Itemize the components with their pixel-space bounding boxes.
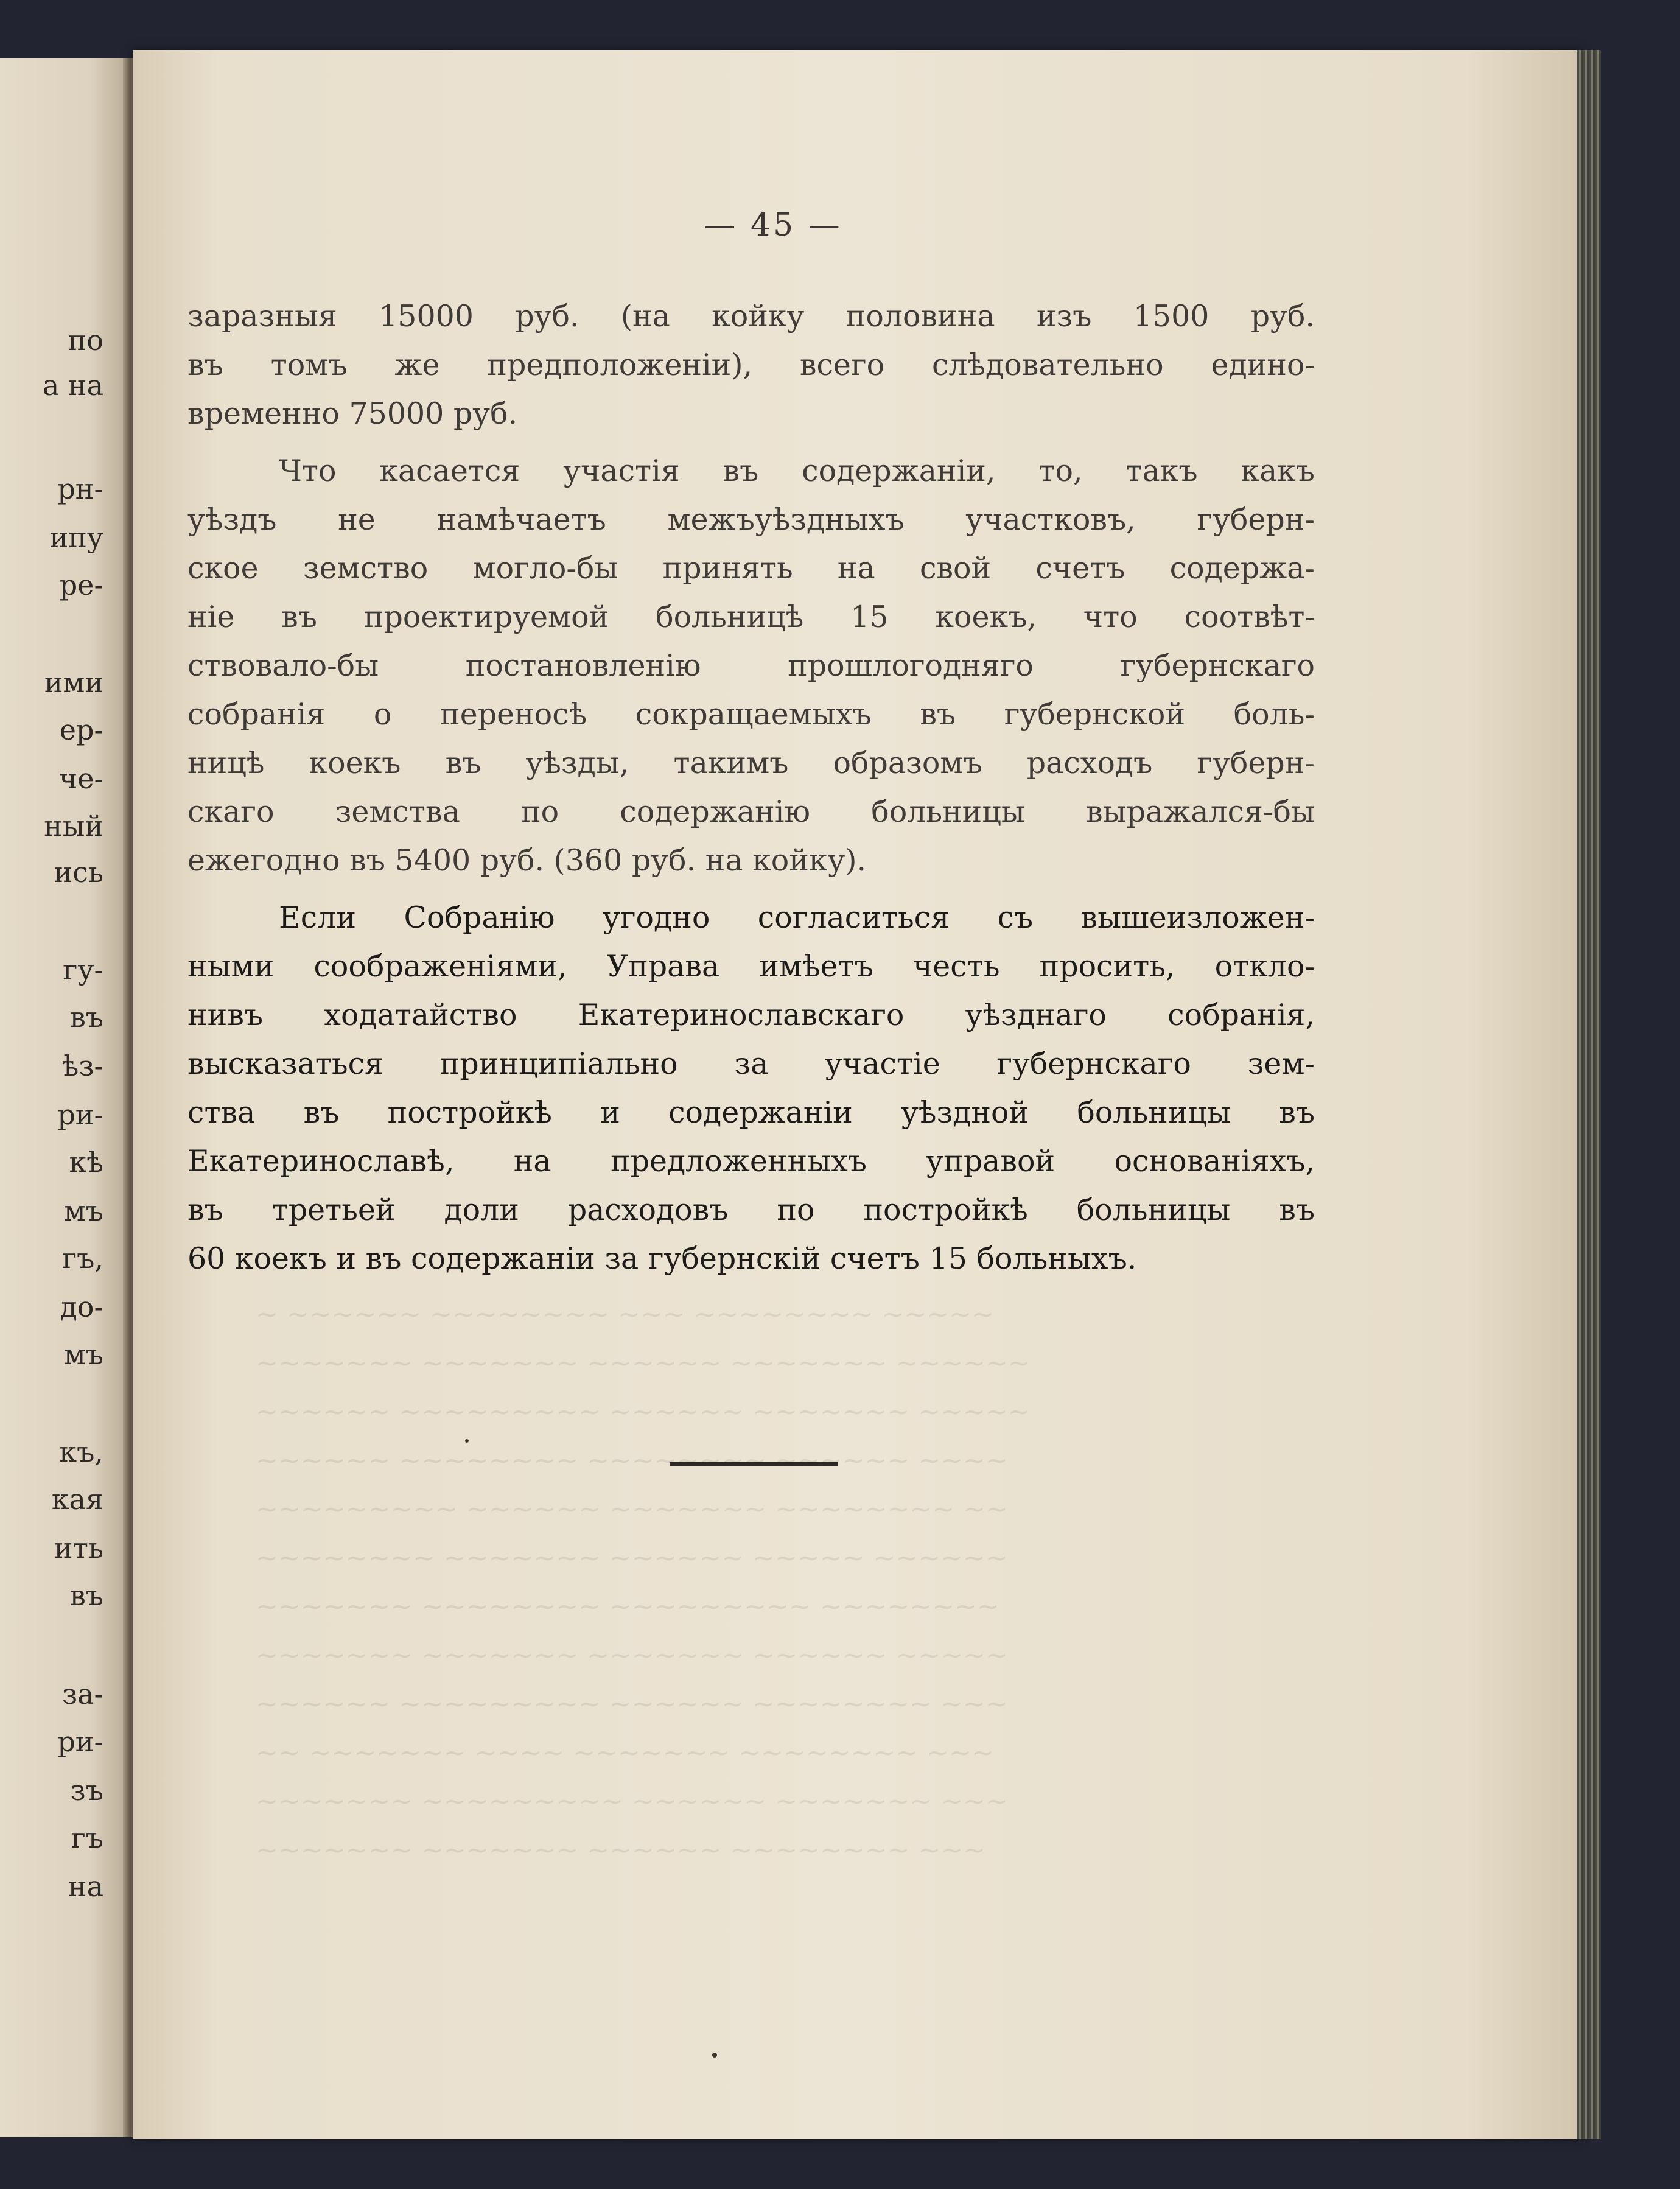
text-line: скаго земства по содержанію больницы выражался-бы xyxy=(187,794,1315,829)
left-page-fragment: мъ xyxy=(63,1338,103,1371)
text-line: ствовало-бы постановленію прошлогодняго губернскаго xyxy=(187,648,1315,683)
main-text-block xyxy=(187,292,1315,1283)
text-line: нивъ ходатайство Екатеринославскаго уѣзднаго собранія, xyxy=(187,998,1315,1032)
left-page-fragment: ер- xyxy=(59,713,103,746)
left-page-fragment: гъ, xyxy=(62,1242,103,1275)
text-line: въ третьей доли расходовъ по постройкѣ больницы въ xyxy=(187,1193,1315,1227)
left-page-fragment: кая xyxy=(51,1483,103,1516)
left-page-fragment: ри- xyxy=(57,1098,103,1131)
text-line: высказаться принципіально за участіе губернскаго зем- xyxy=(187,1046,1315,1081)
page-number: — 45 — xyxy=(704,207,842,243)
text-line: ства въ постройкѣ и содержаніи уѣздной больницы въ xyxy=(187,1095,1315,1130)
left-page-fragment: ѣз- xyxy=(61,1049,103,1082)
left-page-fragment: рн- xyxy=(57,472,103,505)
ink-speck xyxy=(465,1439,469,1443)
left-page-fragment: гъ xyxy=(71,1821,103,1854)
left-page-fragment: по xyxy=(68,324,103,357)
left-page-fragment: че- xyxy=(58,762,103,795)
text-line: Екатеринославѣ, на предложенныхъ управой основаніяхъ, xyxy=(187,1144,1315,1179)
left-page-fragment: за- xyxy=(61,1678,103,1711)
text-line: 60 коекъ и въ содержаніи за губернскій счетъ 15 больныхъ. xyxy=(187,1241,1137,1276)
left-page-fragment: до- xyxy=(60,1291,103,1323)
left-page-fragment: къ, xyxy=(59,1435,103,1468)
section-divider xyxy=(670,1462,838,1466)
left-page-fragment: на xyxy=(68,1870,103,1903)
left-page-fragment: ипу xyxy=(49,521,103,554)
text-line: ское земство могло-бы принять на свой счетъ содержа- xyxy=(187,551,1315,586)
text-line: ежегодно въ 5400 руб. (360 руб. на койку). xyxy=(187,843,867,878)
left-page-fragment: ре- xyxy=(59,569,103,601)
left-page-fragment: кѣ xyxy=(69,1146,103,1179)
left-page-fragment: ими xyxy=(44,666,103,699)
left-page-fragment: ись xyxy=(54,856,103,889)
text-line: собранія о переносѣ сокращаемыхъ въ губернской боль- xyxy=(187,697,1315,732)
text-line: ными соображеніями, Управа имѣетъ честь просить, откло- xyxy=(187,949,1315,984)
left-page-fragment: зъ xyxy=(70,1774,103,1807)
text-line: Что касается участія въ содержаніи, то, такъ какъ xyxy=(279,454,1315,488)
left-page xyxy=(0,58,129,2137)
left-page-fragment: въ xyxy=(69,1579,103,1612)
left-page-fragment: а на xyxy=(42,369,103,402)
text-line: ніе въ проектируемой больницѣ 15 коекъ, что соотвѣт- xyxy=(187,600,1315,634)
text-line: въ томъ же предположеніи), всего слѣдовательно едино- xyxy=(187,348,1315,382)
page-edges xyxy=(1577,50,1601,2139)
left-page-fragment: ри- xyxy=(57,1725,103,1758)
left-page-fragment: ить xyxy=(54,1532,103,1564)
text-line: заразныя 15000 руб. (на койку половина изъ 1500 руб. xyxy=(187,299,1315,334)
text-line: временно 75000 руб. xyxy=(187,396,518,431)
left-page-fragment: мъ xyxy=(63,1194,103,1227)
ink-speck xyxy=(712,2053,717,2058)
text-line: ницѣ коекъ въ уѣзды, такимъ образомъ расходъ губерн- xyxy=(187,746,1315,780)
left-page-fragment: гу- xyxy=(63,953,103,986)
text-line: Если Собранію угодно согласиться съ вышеизложен- xyxy=(279,900,1315,935)
text-line: уѣздъ не намѣчаетъ межъуѣздныхъ участковъ, губерн- xyxy=(187,502,1315,537)
left-page-fragment: въ xyxy=(69,1001,103,1034)
left-page-fragment: ный xyxy=(44,810,103,842)
